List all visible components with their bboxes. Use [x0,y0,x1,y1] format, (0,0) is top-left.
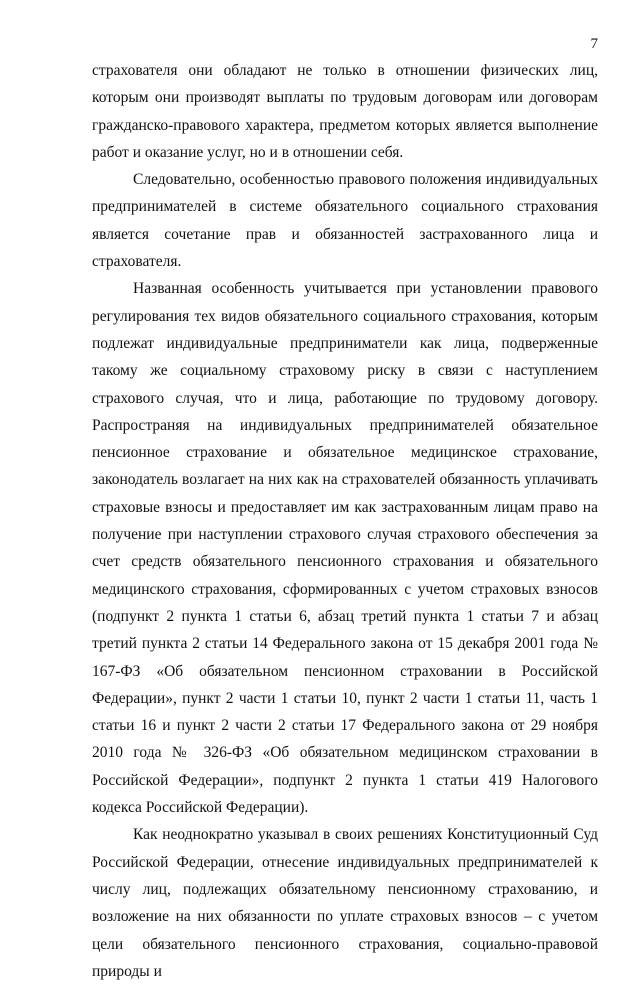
paragraph-continuation: страхователя они обладают не только в отношении физических лиц, которым они производят выплаты по трудовым договорам или договорам гражданско-правового характера, предметом которых является выполнение работ и оказание услуг, но и в отношении себя. [92,62,598,161]
paragraph: Следовательно, особенностью правового положения индивидуальных предпринимателей в системе обязательного социального страхования является сочетание прав и обязанностей застрахованного лица и страхователя. [92,171,598,271]
paragraph: Названная особенность учитывается при установлении правового регулирования тех видов обязательного социального страхования, которым подлежат индивидуальные предприниматели как лица, подверженные такому же социальному страховому риску в связи с наступлением страхового случая, что и лица, работающие по трудовому договору. Распространяя на индивидуальных предпринимателей обязательное пенсионное страхование и обязательное медицинское страхование, законодатель возлагает на них как на страхователей обязанность уплачивать страховые взносы и предоставляет им как застрахованным лицам право на получение при наступлении страхового случая страхового обеспечения за счет средств обязательного пенсионного страхования и обязательного медицинского страхования, сформированных с учетом страховых взносов (подпункт 2 пункта 1 статьи 6, абзац третий пункта 1 статьи 7 и абзац третий пункта 2 статьи 14 Федерального закона от 15 декабря 2001 года № 167-ФЗ «Об обязательном пенсионном страховании в Российской Федерации», пункт 2 части 1 статьи 10, пункт 2 части 1 статьи 11, часть 1 статьи 16 и пункт 2 части 2 статьи 17 Федерального закона от 29 ноября 2010 года № 326-ФЗ «Об обязательном медицинском страховании в Российской Федерации», подпункт 2 пункта 1 статьи 419 Налогового кодекса Российской Федерации). [92,280,598,817]
paragraph: Как неоднократно указывал в своих решениях Конституционный Суд Российской Федерации, отнесение индивидуальных предпринимателей к числу лиц, подлежащих обязательному пенсионному страхованию, и возложение на них обязанности по уплате страховых взносов – с учетом цели обязательного пенсионного страхования, социально-правовой природы и [92,826,598,980]
document-body [92,57,598,985]
page-number: 7 [590,36,598,52]
